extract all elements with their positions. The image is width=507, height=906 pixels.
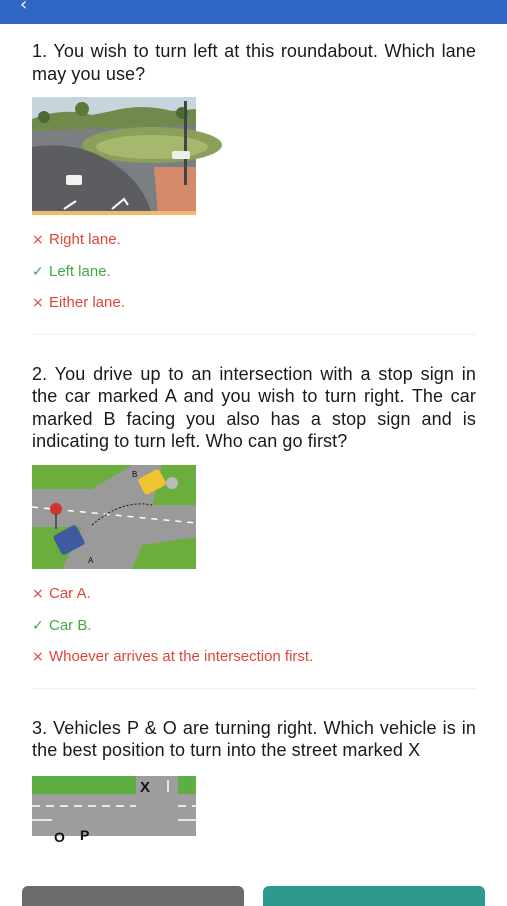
answer-list [32, 225, 476, 320]
cross-icon: × [32, 649, 44, 666]
answer-option [32, 642, 476, 674]
car-a-label: A [88, 556, 94, 566]
answer-text: Left lane. [49, 262, 111, 280]
answer-option [32, 257, 476, 289]
question-1 [32, 40, 476, 335]
chevron-left-icon[interactable]: ‹ [20, 0, 28, 15]
check-icon: ✓ [32, 617, 44, 634]
answer-text: Whoever arrives at the intersection first. [49, 648, 314, 666]
answer-option [32, 225, 476, 257]
answer-option [32, 611, 476, 643]
bottom-navigation [0, 858, 507, 900]
quiz-review [32, 40, 476, 888]
previous-button[interactable] [22, 886, 244, 906]
answer-text: Car B. [49, 616, 92, 634]
header-bar [0, 0, 507, 24]
answer-text: Car A. [49, 585, 91, 603]
check-icon: ✓ [32, 263, 44, 280]
vehicle-o-label: O [54, 828, 65, 845]
street-x-label: X [140, 778, 151, 796]
vehicle-p-label: P [80, 826, 90, 843]
answer-list [32, 579, 476, 674]
next-button[interactable] [263, 886, 485, 906]
intersection-diagram [32, 465, 196, 569]
question-2 [32, 363, 476, 689]
answer-text: Right lane. [49, 231, 121, 249]
car-b-label: B [132, 470, 138, 480]
answer-option [32, 288, 476, 320]
cross-icon: × [32, 586, 44, 603]
question-text: 1. You wish to turn left at this roundabout. Which lane may you use? [32, 41, 476, 84]
question-3 [32, 717, 476, 860]
answer-option [32, 579, 476, 611]
question-text: 2. You drive up to an intersection with a stop sign in the car marked A and you wish to turn right. The car marked B facing you also has a stop sign and is indicating to turn left. Who can go first? [32, 363, 476, 452]
question-text: 3. Vehicles P & O are turning right. Which vehicle is in the best position to turn into the street marked X [32, 717, 476, 761]
street-diagram [32, 776, 196, 845]
roundabout-photo [32, 97, 196, 215]
cross-icon: × [32, 295, 44, 312]
cross-icon: × [32, 232, 44, 249]
answer-text: Either lane. [49, 294, 125, 312]
